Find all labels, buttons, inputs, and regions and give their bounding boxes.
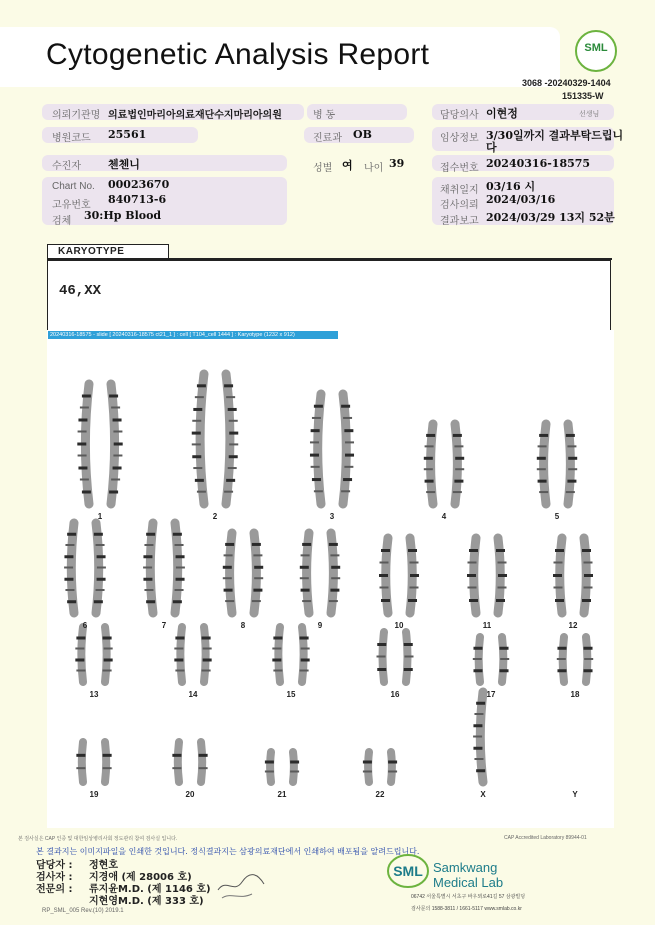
doc-id-line-1: 3068 -20240329-1404: [522, 78, 611, 88]
result-value: 2024/03/29 13지 52분: [486, 211, 615, 224]
karyogram-caption: 20240316-18575 - slide [ 20240316-18575 ct21_1 ] : cell [ T104_cell 1444 ] : Karyotype (1232 x 912): [48, 331, 338, 339]
lab-address: 06742 서울특별시 서초구 바우뫼로41길 57 삼광빌딩: [411, 894, 526, 900]
chromosome-label-17: 17: [486, 690, 496, 699]
specialist-value-1: 류지윤M.D. (제 1146 호): [89, 884, 211, 895]
chromosome-x: [473, 692, 485, 782]
chromosome-8: [223, 533, 263, 613]
chromosome-label-5: 5: [554, 512, 560, 521]
samkwang-logo: [386, 853, 430, 889]
lab-name-line-2: Medical Lab: [433, 875, 504, 890]
ward-label: 병 동: [313, 110, 336, 121]
chromosome-label-19: 19: [89, 790, 99, 799]
unique-label: 고유번호: [52, 200, 91, 211]
chromosome-9: [300, 533, 340, 613]
chromosome-label-1: 1: [97, 512, 103, 521]
receipt-value: 20240316-18575: [486, 157, 591, 170]
chromosome-17: [473, 637, 509, 682]
collect-label: 채취일지: [440, 185, 479, 196]
reporter-label: 담당자 :: [36, 860, 73, 871]
chromosome-13: [75, 627, 112, 682]
chromosome-label-7: 7: [161, 621, 167, 630]
karyotype-tab-label: KARYOTYPE: [58, 246, 125, 257]
hospital-code-value: 25561: [108, 128, 147, 141]
specimen-value: 30:Hp Blood: [84, 209, 162, 222]
age-value: 39: [389, 157, 405, 170]
chromosome-15: [272, 627, 309, 682]
chromosome-label-18: 18: [570, 690, 580, 699]
patient-value: 첸첸니: [108, 158, 140, 171]
specimen-label: 검체: [52, 216, 72, 227]
chromosome-21: [265, 752, 299, 782]
collect-value: 03/16 시: [486, 180, 536, 193]
chromosome-1: [77, 384, 122, 504]
chromosome-14: [174, 627, 211, 682]
sml-logo-text: SML: [584, 42, 608, 54]
age-label: 나이: [364, 163, 384, 174]
doctor-value: 이현정: [486, 107, 518, 120]
specialist-value-2: 지현영M.D. (제 333 호): [89, 896, 204, 907]
clinical-label: 임상정보: [440, 133, 479, 144]
chromosome-19: [76, 742, 111, 782]
chromosome-3: [310, 394, 354, 504]
cap-accreditation: CAP Accredited Laboratory 89944-01: [504, 835, 587, 841]
clinical-value-1: 3/30일까지 결과부탁드립니: [486, 129, 624, 142]
signature-image: [212, 868, 272, 902]
chromosome-7: [143, 523, 185, 613]
sex-value: 여: [342, 159, 353, 172]
chromosome-label-10: 10: [394, 621, 404, 630]
chromosome-16: [377, 632, 414, 682]
reporter-value: 정현호: [89, 860, 118, 871]
chromosome-label-8: 8: [240, 621, 246, 630]
report-title: Cytogenetic Analysis Report: [46, 38, 430, 71]
chromosome-label-11: 11: [482, 621, 492, 630]
chromosome-12: [553, 538, 593, 613]
chromosome-4: [424, 424, 464, 504]
chart-label: Chart No.: [52, 181, 95, 192]
chromosome-label-21: 21: [277, 790, 287, 799]
receipt-label: 접수번호: [440, 163, 479, 174]
chromosome-label-22: 22: [375, 790, 385, 799]
requester-label: 의뢰기관명: [52, 110, 101, 121]
hospital-code-label: 병원코드: [52, 133, 91, 144]
chromosome-20: [172, 742, 207, 782]
dept-label: 진료과: [313, 133, 342, 144]
chromosome-label-3: 3: [329, 512, 335, 521]
chromosome-label-x: X: [480, 790, 486, 799]
chromosome-11: [467, 538, 507, 613]
chromosome-label-2: 2: [212, 512, 218, 521]
chart-value: 00023670: [108, 178, 170, 191]
requester-value: 의료법인마리아의료재단수지마리아의원: [108, 110, 282, 121]
chromosome-label-15: 15: [286, 690, 296, 699]
chromosome-6: [64, 523, 106, 613]
chromosome-2: [192, 374, 238, 504]
result-label: 결과보고: [440, 216, 479, 227]
tester-value: 지경애 (제 28006 호): [89, 872, 192, 883]
tester-label: 검사자 :: [36, 872, 73, 883]
doctor-label: 담당의사: [440, 110, 479, 121]
chromosome-label-16: 16: [390, 690, 400, 699]
print-notice: 본 결과지는 이미지파일을 인쇄한 것입니다. 정식결과지는 삼광의료재단에서 인쇄하여 배포됨을 알려드립니다.: [36, 847, 420, 856]
clinical-value-2: 다: [486, 141, 497, 154]
chromosome-label-12: 12: [568, 621, 578, 630]
unique-value: 840713-6: [108, 193, 167, 206]
chromosome-18: [557, 637, 593, 682]
chromosome-label-13: 13: [89, 690, 99, 699]
request-label: 검사의뢰: [440, 200, 479, 211]
sex-label: 성별: [313, 163, 333, 174]
chromosome-22: [363, 752, 397, 782]
karyotype-result: 46,XX: [59, 283, 102, 299]
doc-id-line-2: 151335-W: [562, 91, 604, 101]
request-value: 2024/03/16: [486, 193, 556, 206]
chromosome-label-4: 4: [441, 512, 447, 521]
lab-contact: 검사문의 1588-3811 / 1661-5117 www.smlab.co.kr: [411, 906, 522, 912]
chromosome-label-14: 14: [188, 690, 198, 699]
form-code: RP_SML_005 Rev.(10) 2019.1: [42, 908, 124, 914]
doctor-suffix: 선생님: [579, 111, 600, 118]
dept-value: OB: [353, 128, 372, 141]
chromosome-5: [537, 424, 577, 504]
disclaimer: 본 검사실은 CAP 인증 및 대한임상병리사회 정도관리 참여 검사실 입니다.: [18, 836, 178, 842]
patient-label: 수진자: [52, 161, 81, 172]
chromosome-label-20: 20: [185, 790, 195, 799]
chromosome-label-y: Y: [572, 790, 578, 799]
chromosome-label-9: 9: [317, 621, 323, 630]
svg-text:SML: SML: [393, 863, 423, 879]
chromosome-label-6: 6: [82, 621, 88, 630]
chromosome-10: [379, 538, 419, 613]
specialist-label: 전문의 :: [36, 884, 73, 895]
lab-name-line-1: Samkwang: [433, 860, 498, 875]
